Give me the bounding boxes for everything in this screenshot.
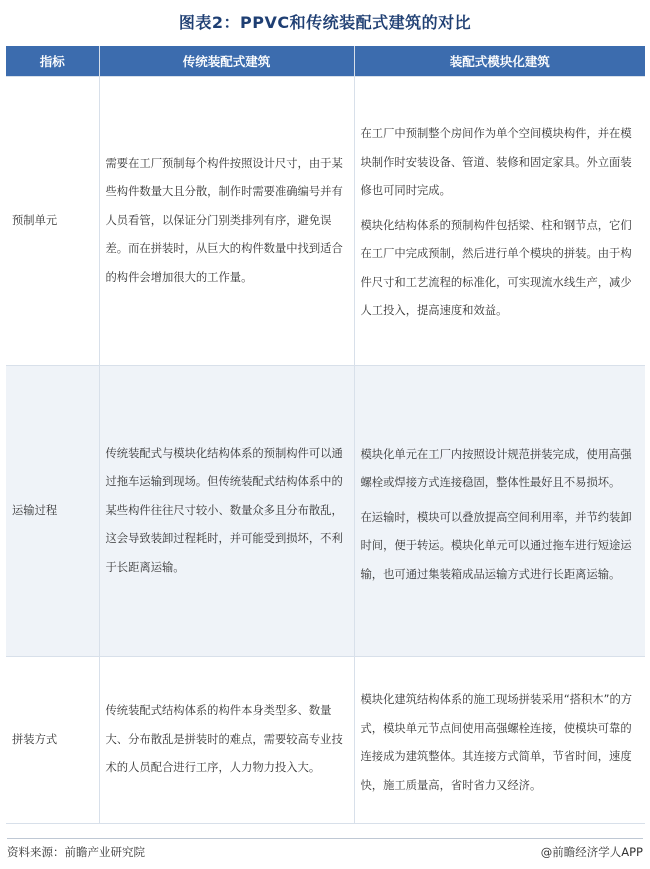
traditional-cell: 传统装配式结构体系的构件本身类型多、数量大、分布散乱是拼装时的难点，需要较高专业技术的人员配合进行工序，人力物力投入大。 bbox=[99, 657, 354, 824]
table-header-row bbox=[6, 46, 645, 77]
modular-cell bbox=[354, 657, 645, 824]
footer bbox=[7, 838, 643, 860]
header-traditional: 传统装配式建筑 bbox=[99, 46, 354, 77]
header-indicator: 指标 bbox=[6, 46, 99, 77]
table-row bbox=[6, 657, 645, 824]
modular-paragraph: 模块化建筑结构体系的施工现场拼装采用“搭积木”的方式，模块单元节点间使用高强螺栓连接，使模块可靠的连接成为建筑整体。其连接方式简单，节省时间，速度快，施工质量高，省时省力又经济。 bbox=[360, 693, 633, 792]
modular-paragraph: 模块化结构体系的预制构件包括梁、柱和钢节点，它们在工厂中完成预制，然后进行单个模块的拼装。由于构件尺寸和工艺流程的标准化，可实现流水线生产，减少人工投入，提高速度和效益。 bbox=[360, 218, 632, 318]
brand-credit: @前瞻经济学人APP bbox=[540, 845, 643, 859]
indicator-cell: 预制单元 bbox=[6, 77, 99, 366]
header-modular: 装配式模块化建筑 bbox=[354, 46, 645, 77]
indicator-cell: 运输过程 bbox=[6, 366, 99, 657]
modular-cell bbox=[354, 77, 645, 366]
table-row bbox=[6, 77, 645, 366]
source-note: 资料来源：前瞻产业研究院 bbox=[7, 845, 145, 859]
modular-paragraph: 模块化单元在工厂内按照设计规范拼装完成，使用高强螺栓或焊接方式连接稳固，整体性最好且不易损坏。 bbox=[360, 447, 632, 490]
modular-paragraph: 在运输时，模块可以叠放提高空间利用率，并节约装卸时间，便于转运。模块化单元可以通过拖车进行短途运输，也可通过集装箱成品运输方式进行长距离运输。 bbox=[360, 510, 632, 581]
comparison-table bbox=[6, 46, 645, 824]
indicator-cell: 拼装方式 bbox=[6, 657, 99, 824]
chart-title: 图表2：PPVC和传统装配式建筑的对比 bbox=[178, 13, 472, 32]
traditional-cell: 需要在工厂预制每个构件按照设计尺寸，由于某些构件数量大且分散，制作时需要准确编号并有人员看管，以保证分门别类排列有序，避免误差。而在拼装时，从巨大的构件数量中找到适合的构件会增加很大的工作量。 bbox=[99, 77, 354, 366]
modular-paragraph: 在工厂中预制整个房间作为单个空间模块构件，并在模块制作时安装设备、管道、装修和固定家具。外立面装修也可同时完成。 bbox=[360, 127, 632, 198]
modular-cell bbox=[354, 366, 645, 657]
table-row bbox=[6, 366, 645, 657]
traditional-cell: 传统装配式与模块化结构体系的预制构件可以通过拖车运输到现场。但传统装配式结构体系中的某些构件往往尺寸较小、数量众多且分布散乱，这会导致装卸过程耗时，并可能受到损坏，不利于长距离运输。 bbox=[99, 366, 354, 657]
